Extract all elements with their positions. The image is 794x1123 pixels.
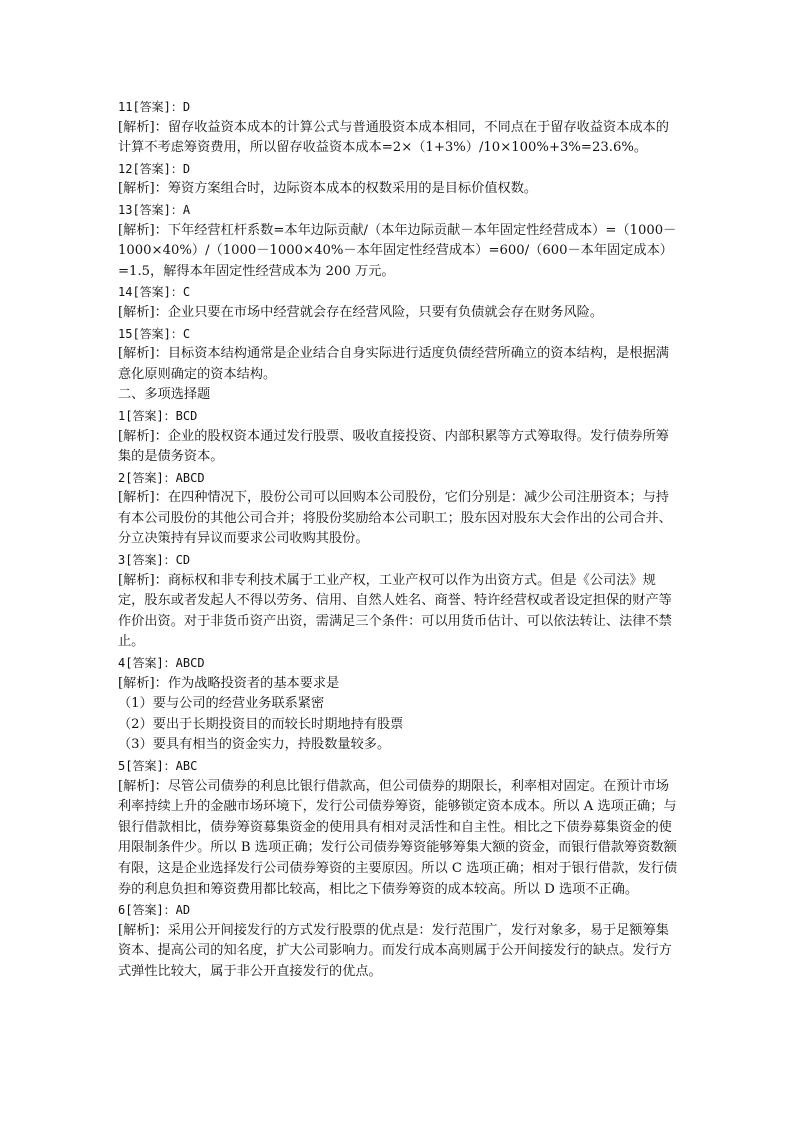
answer-m6: 6[答案]：AD [118,903,191,918]
list-item: （3）要具有相当的资金实力，持股数量较多。 [118,737,391,753]
answer-q15: 15[答案]：C [118,326,191,341]
document-page [118,97,678,983]
analysis-m3: [解析]：商标权和非专利技术属于工业产权，工业产权可以作为出资方式。但是《公司法》规定，股东或者发起人不得以劳务、信用、自然人姓名、商誉、特许经营权或者设定担保的财产等作价出资。对于非货币资产出资，需满足三个条件：可以用货币估计、可以依法转让、法律不禁止。 [118,572,672,650]
analysis-m6: [解析]：采用公开间接发行的方式发行股票的优点是：发行范围广，发行对象多，易于足额筹集资本、提高公司的知名度，扩大公司影响力。而发行成本高则属于公开间接发行的缺点。发行方式弹性比较大，属于非公开直接发行的优点。 [118,922,672,979]
answer-m5: 5[答案]：ABC [118,759,198,773]
answer-m3: 3[答案]：CD [118,553,191,568]
answer-q14: 14[答案]：C [118,285,191,300]
analysis-q13: [解析]：下年经营杠杆系数=本年边际贡献/（本年边际贡献－本年固定性经营成本）=（1000－1000×40%）/（1000－1000×40%－本年固定性经营成本）=600/（600－本年固定成本）=1.5，解得本年固定性经营成本为 200 万元。 [118,222,677,279]
analysis-q12: [解析]：筹资方案组合时，边际资本成本的权数采用的是目标价值权数。 [118,181,538,197]
answer-m1: 1[答案]：BCD [118,408,198,423]
list-item: （2）要出于长期投资目的而较长时期地持有股票 [118,716,404,732]
analysis-m5: [解析]：尽管公司债券的利息比银行借款高，但公司债券的期限长，利率相对固定。在预计市场利率持续上升的金融市场环境下，发行公司债券筹资，能够锁定资本成本。所以 A 选项正确；与银行借款相比，债券筹资募集资金的使用具有相对灵活性和自主性。相比之下债券募集资金的使用限制条件少。所以 B 选项正确；发行公司债券筹资能够筹集大额的资金，而银行借款筹资数额有限，这是企业选择发行公司债券筹资的主要原因。所以 C 选项正确；相对于银行借款，发行债券的利息负担和筹资费用都比较高，相比之下债券筹资的成本较高。所以 D 选项不正确。 [118,778,678,897]
analysis-q11: [解析]：留存收益资本成本的计算公式与普通股资本成本相同，不同点在于留存收益资本成本的计算不考虑筹资费用，所以留存收益资本成本=2×（1+3%）/10×100%+3%=23.6%。 [118,119,669,156]
analysis-q14: [解析]：企业只要在市场中经营就会存在经营风险，只要有负债就会存在财务风险。 [118,304,604,320]
answer-m4: 4[答案]：ABCD [118,656,205,671]
answer-q11: 11[答案]：D [118,100,191,114]
section-title-multiple-choice: 二、多项选择题 [118,387,211,403]
analysis-q15: [解析]：目标资本结构通常是企业结合自身实际进行适度负债经营所确立的资本结构，是根据满意化原则确定的资本结构。 [118,346,669,382]
answer-q12: 12[答案]：D [118,161,191,176]
analysis-m2: [解析]：在四种情况下，股份公司可以回购本公司股份，它们分别是：减少公司注册资本；与持有本公司股份的其他公司合并；将股份奖励给本公司职工；股东因对股东大会作出的公司合并、分立决策持有异议而要求公司收购其股份。 [118,490,672,547]
answer-q13: 13[答案]：A [118,202,191,217]
analysis-m1: [解析]：企业的股权资本通过发行股票、吸收直接投资、内部积累等方式筹取得。发行债券所筹集的是债务资本。 [118,428,669,465]
analysis-m4: [解析]：作为战略投资者的基本要求是 [118,675,340,691]
answer-m2: 2[答案]：ABCD [118,470,205,485]
list-item: （1）要与公司的经营业务联系紧密 [118,696,325,712]
